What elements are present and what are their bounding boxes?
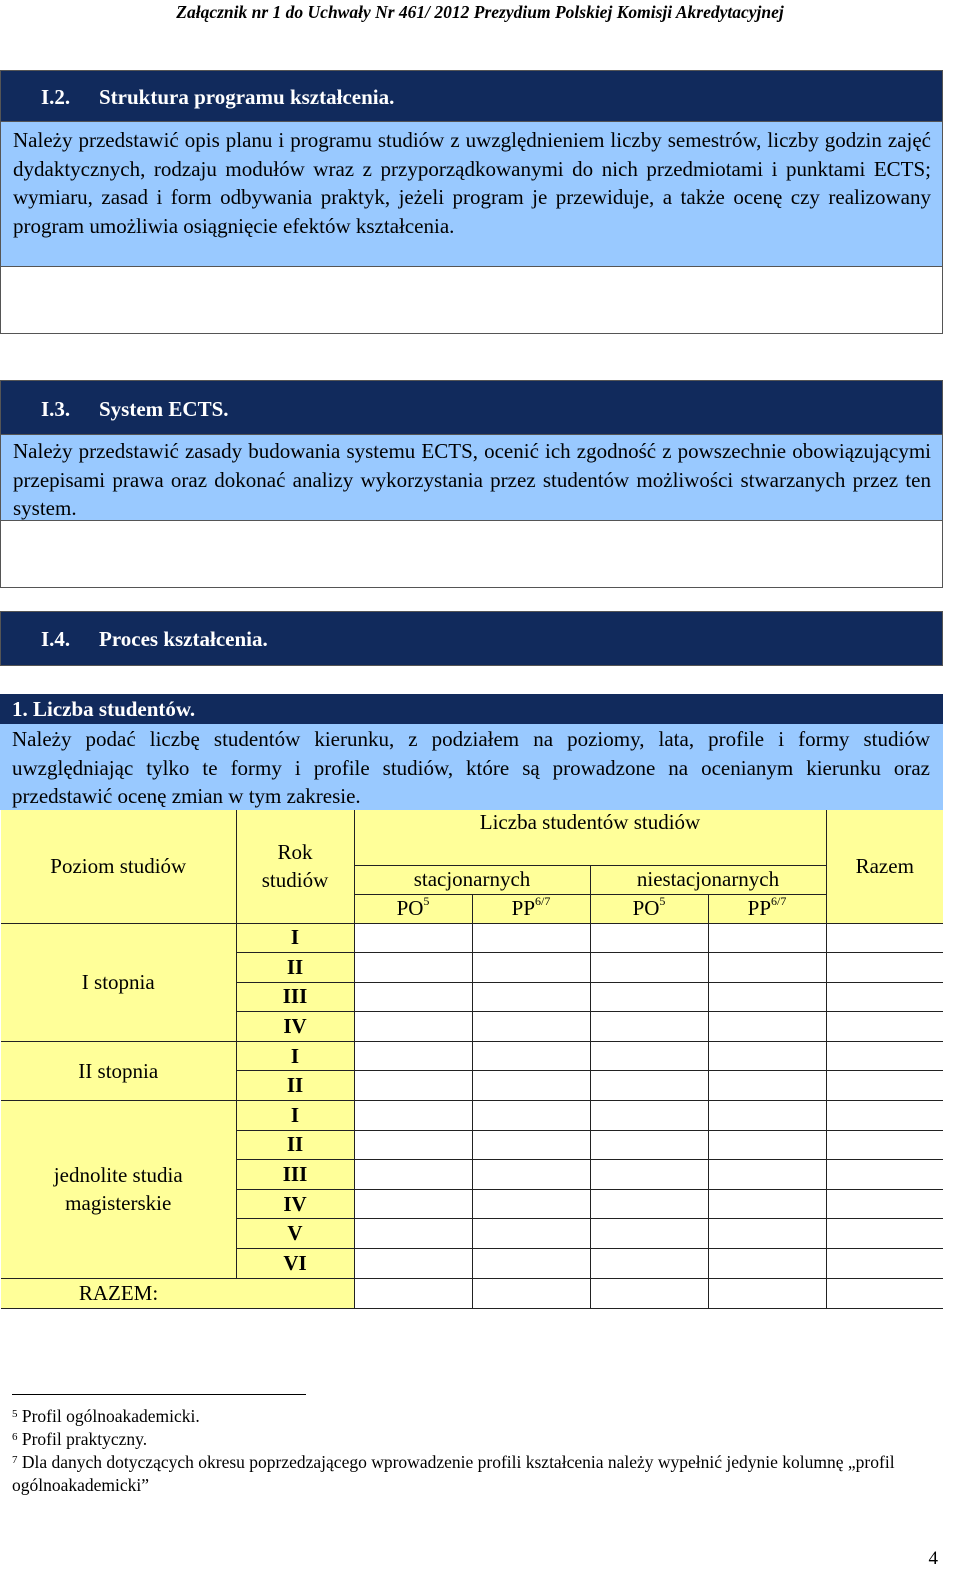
year-label: III bbox=[236, 982, 354, 1012]
header-count: Liczba studentów studiów bbox=[354, 810, 826, 865]
subsection-1-description: Należy podać liczbę studentów kierunku, z podziałem na poziomy, lata, profile i formy studiów uwzględniając tylko te formy i profile studiów, które są prowadzone na ocenianym kierunku oraz przedstawić ocenę zmian w tym zakresie. bbox=[12, 727, 930, 808]
header-fulltime-po bbox=[354, 894, 472, 923]
year-label: II bbox=[236, 953, 354, 983]
header-year-text: Rok studiów bbox=[261, 840, 329, 893]
count-cell[interactable] bbox=[708, 1071, 826, 1101]
count-cell[interactable] bbox=[590, 923, 708, 953]
year-label: I bbox=[236, 923, 354, 953]
count-cell[interactable] bbox=[354, 1012, 472, 1042]
level-name-cell bbox=[1, 1041, 236, 1100]
count-cell[interactable] bbox=[472, 923, 590, 953]
count-cell[interactable] bbox=[590, 1130, 708, 1160]
total-label: RAZEM: bbox=[78, 1280, 159, 1305]
count-cell[interactable] bbox=[590, 1041, 708, 1071]
count-cell[interactable] bbox=[354, 1189, 472, 1219]
section-2-header bbox=[0, 70, 943, 122]
count-cell[interactable] bbox=[590, 1249, 708, 1279]
count-cell[interactable] bbox=[708, 982, 826, 1012]
count-cell[interactable] bbox=[472, 1160, 590, 1190]
count-cell[interactable] bbox=[826, 1219, 943, 1249]
total-cell[interactable] bbox=[826, 1278, 943, 1308]
footnote-7: $^7$ Dla danych dotyczących okresu poprzedzającego wprowadzenie profili kształcenia należy wypełnić jedynie kolumnę „profil ogólnoakademicki” bbox=[12, 1452, 895, 1495]
count-cell[interactable] bbox=[354, 1101, 472, 1131]
count-cell[interactable] bbox=[472, 953, 590, 983]
count-cell[interactable] bbox=[354, 982, 472, 1012]
po-label: PO bbox=[632, 896, 660, 920]
section-4-header bbox=[0, 611, 943, 666]
section-3-header bbox=[0, 380, 943, 435]
count-cell[interactable] bbox=[826, 1101, 943, 1131]
count-cell[interactable] bbox=[708, 1249, 826, 1279]
count-cell[interactable] bbox=[472, 1041, 590, 1071]
count-cell[interactable] bbox=[708, 1101, 826, 1131]
count-cell[interactable] bbox=[354, 1071, 472, 1101]
subsection-1-title: 1. Liczba studentów. bbox=[12, 697, 196, 721]
header-parttime-po bbox=[590, 894, 708, 923]
count-cell[interactable] bbox=[708, 1160, 826, 1190]
count-cell[interactable] bbox=[826, 1012, 943, 1042]
count-cell[interactable] bbox=[826, 1041, 943, 1071]
section-4-title: Proces kształcenia. bbox=[99, 627, 268, 651]
year-label: IV bbox=[236, 1189, 354, 1219]
level-name-cell bbox=[1, 923, 236, 1041]
count-cell[interactable] bbox=[826, 1130, 943, 1160]
po-sup: 5 bbox=[423, 894, 430, 908]
total-cell[interactable] bbox=[708, 1278, 826, 1308]
count-cell[interactable] bbox=[472, 1101, 590, 1131]
year-label: II bbox=[236, 1130, 354, 1160]
count-cell[interactable] bbox=[708, 953, 826, 983]
count-cell[interactable] bbox=[826, 1249, 943, 1279]
section-2-answer-field[interactable] bbox=[0, 266, 943, 334]
header-fulltime: stacjonarnych bbox=[354, 865, 590, 894]
total-cell[interactable] bbox=[354, 1278, 472, 1308]
level-name: I stopnia bbox=[81, 970, 155, 995]
total-cell[interactable] bbox=[472, 1278, 590, 1308]
count-cell[interactable] bbox=[708, 1219, 826, 1249]
section-3-description-box bbox=[0, 434, 943, 521]
year-label: I bbox=[236, 1101, 354, 1131]
level-name: II stopnia bbox=[78, 1058, 159, 1083]
year-label: I bbox=[236, 1041, 354, 1071]
count-cell[interactable] bbox=[472, 1249, 590, 1279]
count-cell[interactable] bbox=[354, 1041, 472, 1071]
count-cell[interactable] bbox=[826, 953, 943, 983]
year-label: V bbox=[236, 1219, 354, 1249]
subsection-1-header bbox=[0, 694, 943, 724]
count-cell[interactable] bbox=[826, 1189, 943, 1219]
header-parttime: niestacjonarnych bbox=[590, 865, 826, 894]
year-label: III bbox=[236, 1160, 354, 1190]
pp-sup: 6/7 bbox=[535, 894, 551, 908]
footnotes bbox=[12, 1405, 922, 1497]
count-cell[interactable] bbox=[590, 1101, 708, 1131]
footnote-separator bbox=[12, 1394, 306, 1395]
count-cell[interactable] bbox=[472, 1012, 590, 1042]
count-cell[interactable] bbox=[708, 923, 826, 953]
count-cell[interactable] bbox=[472, 1130, 590, 1160]
count-cell[interactable] bbox=[826, 982, 943, 1012]
count-cell[interactable] bbox=[354, 1160, 472, 1190]
po-label: PO bbox=[396, 896, 424, 920]
count-cell[interactable] bbox=[354, 1219, 472, 1249]
count-cell[interactable] bbox=[826, 1071, 943, 1101]
section-3-answer-field[interactable] bbox=[0, 520, 943, 588]
count-cell[interactable] bbox=[708, 1189, 826, 1219]
section-2-description-box bbox=[0, 121, 943, 267]
section-2-description: Należy przedstawić opis planu i programu studiów z uwzględnieniem liczby semestrów, liczby godzin zajęć dydaktycznych, rodzaju modułów wraz z przyporządkowanymi do nich przedmiotami i punktami ECTS; wymiaru, zasad i form odbywania praktyk, jeżeli program je przewiduje, a także ocenę czy realizowany program umożliwia osiągnięcie efektów kształcenia. bbox=[13, 128, 931, 238]
footnote-6: $^6$ Profil praktyczny. bbox=[12, 1429, 148, 1449]
total-label-cell bbox=[1, 1278, 354, 1308]
header-parttime-pp bbox=[708, 894, 826, 923]
section-2-title: Struktura programu kształcenia. bbox=[99, 85, 395, 109]
count-cell[interactable] bbox=[708, 1012, 826, 1042]
level-name-cell bbox=[1, 1101, 236, 1279]
page-header: Załącznik nr 1 do Uchwały Nr 461/ 2012 Prezydium Polskiej Komisji Akredytacyjnej bbox=[176, 2, 784, 22]
total-cell[interactable] bbox=[590, 1278, 708, 1308]
year-label: VI bbox=[236, 1249, 354, 1279]
count-cell[interactable] bbox=[590, 1219, 708, 1249]
count-cell[interactable] bbox=[354, 953, 472, 983]
header-total: Razem bbox=[826, 810, 943, 923]
count-cell[interactable] bbox=[708, 1130, 826, 1160]
count-cell[interactable] bbox=[590, 953, 708, 983]
count-cell[interactable] bbox=[590, 1160, 708, 1190]
header-level: Poziom studiów bbox=[1, 810, 236, 923]
students-table bbox=[1, 810, 943, 1309]
section-2-number: I.2. bbox=[41, 85, 71, 109]
pp-label: PP bbox=[511, 896, 535, 920]
section-4-number: I.4. bbox=[41, 627, 71, 651]
po-sup: 5 bbox=[659, 894, 666, 908]
count-cell[interactable] bbox=[590, 982, 708, 1012]
count-cell[interactable] bbox=[826, 923, 943, 953]
count-cell[interactable] bbox=[472, 1189, 590, 1219]
page-number: 4 bbox=[928, 1548, 938, 1569]
count-cell[interactable] bbox=[472, 982, 590, 1012]
section-3-title: System ECTS. bbox=[99, 397, 229, 421]
count-cell[interactable] bbox=[354, 1130, 472, 1160]
count-cell[interactable] bbox=[590, 1012, 708, 1042]
year-label: IV bbox=[236, 1012, 354, 1042]
subsection-1-description-box bbox=[0, 724, 943, 810]
count-cell[interactable] bbox=[826, 1160, 943, 1190]
header-year bbox=[236, 810, 354, 923]
pp-label: PP bbox=[747, 896, 771, 920]
footnote-5: $^5$ Profil ogólnoakademicki. bbox=[12, 1406, 200, 1426]
pp-sup: 6/7 bbox=[771, 894, 787, 908]
count-cell[interactable] bbox=[590, 1071, 708, 1101]
count-cell[interactable] bbox=[472, 1071, 590, 1101]
count-cell[interactable] bbox=[354, 923, 472, 953]
year-label: II bbox=[236, 1071, 354, 1101]
header-fulltime-pp bbox=[472, 894, 590, 923]
level-name: jednolite studia magisterskie bbox=[53, 1163, 183, 1216]
count-cell[interactable] bbox=[354, 1249, 472, 1279]
section-3-description: Należy przedstawić zasady budowania systemu ECTS, ocenić ich zgodność z powszechnie obowiązującymi przepisami prawa oraz dokonać analizy wykorzystania przez studentów możliwości stwarzanych przez ten system. bbox=[13, 439, 931, 520]
count-cell[interactable] bbox=[708, 1041, 826, 1071]
count-cell[interactable] bbox=[590, 1189, 708, 1219]
section-3-number: I.3. bbox=[41, 397, 71, 421]
count-cell[interactable] bbox=[472, 1219, 590, 1249]
